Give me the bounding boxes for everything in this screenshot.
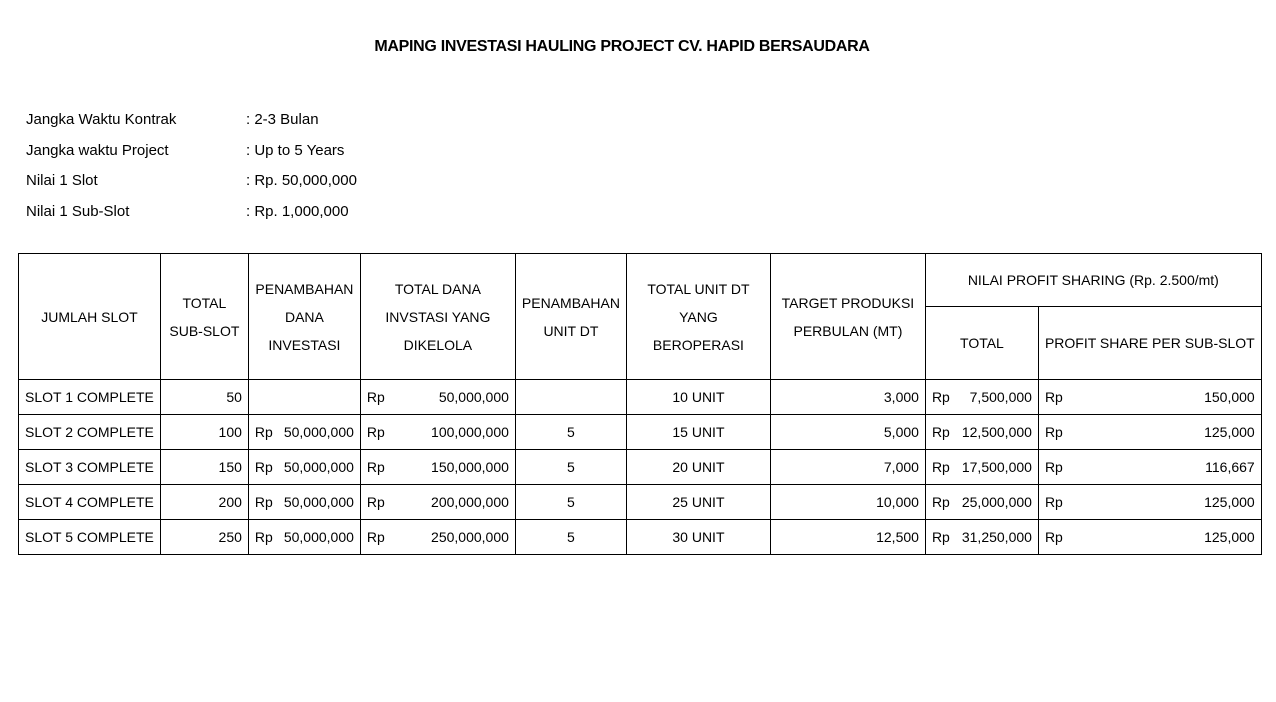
cell-total (925, 415, 1038, 450)
currency-label: Rp (366, 529, 385, 545)
cell-sub: 250 (160, 520, 248, 555)
currency-label: Rp (1044, 529, 1063, 545)
cell-tambah-dana (248, 450, 360, 485)
currency-label: Rp (366, 389, 385, 405)
investment-table (18, 253, 1262, 555)
currency-label: Rp (366, 424, 385, 440)
cell-value: 100,000,000 (431, 424, 509, 440)
currency-label: Rp (254, 494, 273, 510)
cell-value: 7,500,000 (969, 389, 1032, 405)
header-penambahan-unit: PENAMBAHAN UNIT DT (515, 254, 626, 380)
header-target-produksi: TARGET PRODUKSI PERBULAN (MT) (770, 254, 925, 380)
cell-target: 7,000 (770, 450, 925, 485)
info-value: : Up to 5 Years (246, 141, 345, 159)
cell-value: 31,250,000 (961, 529, 1032, 545)
cell-target: 3,000 (770, 380, 925, 415)
cell-value: 50,000,000 (283, 494, 354, 510)
cell-tambah-unit: 5 (515, 485, 626, 520)
cell-total (925, 520, 1038, 555)
cell-total (925, 485, 1038, 520)
cell-value: 17,500,000 (961, 459, 1032, 475)
cell-value: 50,000,000 (283, 459, 354, 475)
table-row (19, 520, 1262, 555)
header-profit-sharing: NILAI PROFIT SHARING (Rp. 2.500/mt) (925, 254, 1261, 307)
currency-label: Rp (931, 529, 950, 545)
cell-tambah-unit: 5 (515, 520, 626, 555)
cell-value: 200,000,000 (431, 494, 509, 510)
cell-unit: 15 UNIT (626, 415, 770, 450)
cell-total-dana (360, 450, 515, 485)
cell-per-sub (1038, 380, 1261, 415)
currency-label: Rp (1044, 389, 1063, 405)
cell-tambah-dana (248, 485, 360, 520)
page-title: MAPING INVESTASI HAULING PROJECT CV. HAPID BERSAUDARA (374, 38, 870, 55)
cell-unit: 20 UNIT (626, 450, 770, 485)
cell-total-dana (360, 415, 515, 450)
cell-total (925, 450, 1038, 485)
header-jumlah-slot: JUMLAH SLOT (19, 254, 161, 380)
cell-sub: 100 (160, 415, 248, 450)
cell-total (925, 380, 1038, 415)
cell-tambah-unit (515, 380, 626, 415)
table-row (19, 380, 1262, 415)
cell-tambah-unit: 5 (515, 450, 626, 485)
cell-value: 125,000 (1204, 494, 1255, 510)
currency-label: Rp (1044, 424, 1063, 440)
cell-tambah-dana (248, 415, 360, 450)
cell-per-sub (1038, 415, 1261, 450)
header-total: TOTAL (925, 307, 1038, 380)
cell-value: 116,667 (1205, 459, 1255, 475)
info-label: Jangka waktu Project (26, 141, 169, 159)
currency-label: Rp (931, 389, 950, 405)
cell-value: 12,500,000 (961, 424, 1032, 440)
currency-label: Rp (254, 459, 273, 475)
currency-label: Rp (931, 494, 950, 510)
cell-value: 150,000,000 (431, 459, 509, 475)
table-row (19, 485, 1262, 520)
cell-target: 5,000 (770, 415, 925, 450)
cell-slot: SLOT 2 COMPLETE (19, 415, 161, 450)
table-row (19, 415, 1262, 450)
cell-unit: 30 UNIT (626, 520, 770, 555)
currency-label: Rp (254, 529, 273, 545)
cell-tambah-unit: 5 (515, 415, 626, 450)
cell-unit: 10 UNIT (626, 380, 770, 415)
info-label: Nilai 1 Sub-Slot (26, 202, 130, 220)
header-penambahan-dana: PENAMBAHAN DANA INVESTASI (248, 254, 360, 380)
cell-value: 250,000,000 (431, 529, 509, 545)
cell-tambah-dana (248, 380, 360, 415)
currency-label: Rp (366, 459, 385, 475)
cell-total-dana (360, 520, 515, 555)
cell-slot: SLOT 5 COMPLETE (19, 520, 161, 555)
currency-label: Rp (254, 424, 273, 440)
cell-total-dana (360, 485, 515, 520)
cell-sub: 50 (160, 380, 248, 415)
header-total-sub-slot: TOTAL SUB-SLOT (160, 254, 248, 380)
cell-value: 50,000,000 (283, 424, 354, 440)
cell-value: 150,000 (1204, 389, 1255, 405)
cell-sub: 200 (160, 485, 248, 520)
header-profit-per-sub: PROFIT SHARE PER SUB-SLOT (1038, 307, 1261, 380)
currency-label: Rp (1044, 494, 1063, 510)
cell-target: 12,500 (770, 520, 925, 555)
cell-value: 125,000 (1204, 529, 1255, 545)
info-value: : Rp. 50,000,000 (246, 172, 357, 189)
cell-total-dana (360, 380, 515, 415)
cell-tambah-dana (248, 520, 360, 555)
info-value: : Rp. 1,000,000 (246, 202, 349, 220)
header-total-dana: TOTAL DANA INVSTASI YANG DIKELOLA (360, 254, 515, 380)
currency-label: Rp (931, 424, 950, 440)
cell-slot: SLOT 3 COMPLETE (19, 450, 161, 485)
cell-value: 25,000,000 (961, 494, 1032, 510)
cell-slot: SLOT 4 COMPLETE (19, 485, 161, 520)
info-label: Nilai 1 Slot (26, 172, 98, 189)
cell-per-sub (1038, 485, 1261, 520)
cell-sub: 150 (160, 450, 248, 485)
cell-value: 50,000,000 (283, 529, 354, 545)
table-row (19, 450, 1262, 485)
currency-label: Rp (931, 459, 950, 475)
currency-label: Rp (1044, 459, 1063, 475)
cell-per-sub (1038, 450, 1261, 485)
currency-label: Rp (366, 494, 385, 510)
cell-target: 10,000 (770, 485, 925, 520)
cell-value: 50,000,000 (438, 389, 509, 405)
info-label: Jangka Waktu Kontrak (26, 111, 177, 128)
cell-per-sub (1038, 520, 1261, 555)
cell-slot: SLOT 1 COMPLETE (19, 380, 161, 415)
info-value: : 2-3 Bulan (246, 111, 319, 128)
cell-unit: 25 UNIT (626, 485, 770, 520)
cell-value: 125,000 (1204, 424, 1255, 440)
header-total-unit: TOTAL UNIT DT YANG BEROPERASI (626, 254, 770, 380)
